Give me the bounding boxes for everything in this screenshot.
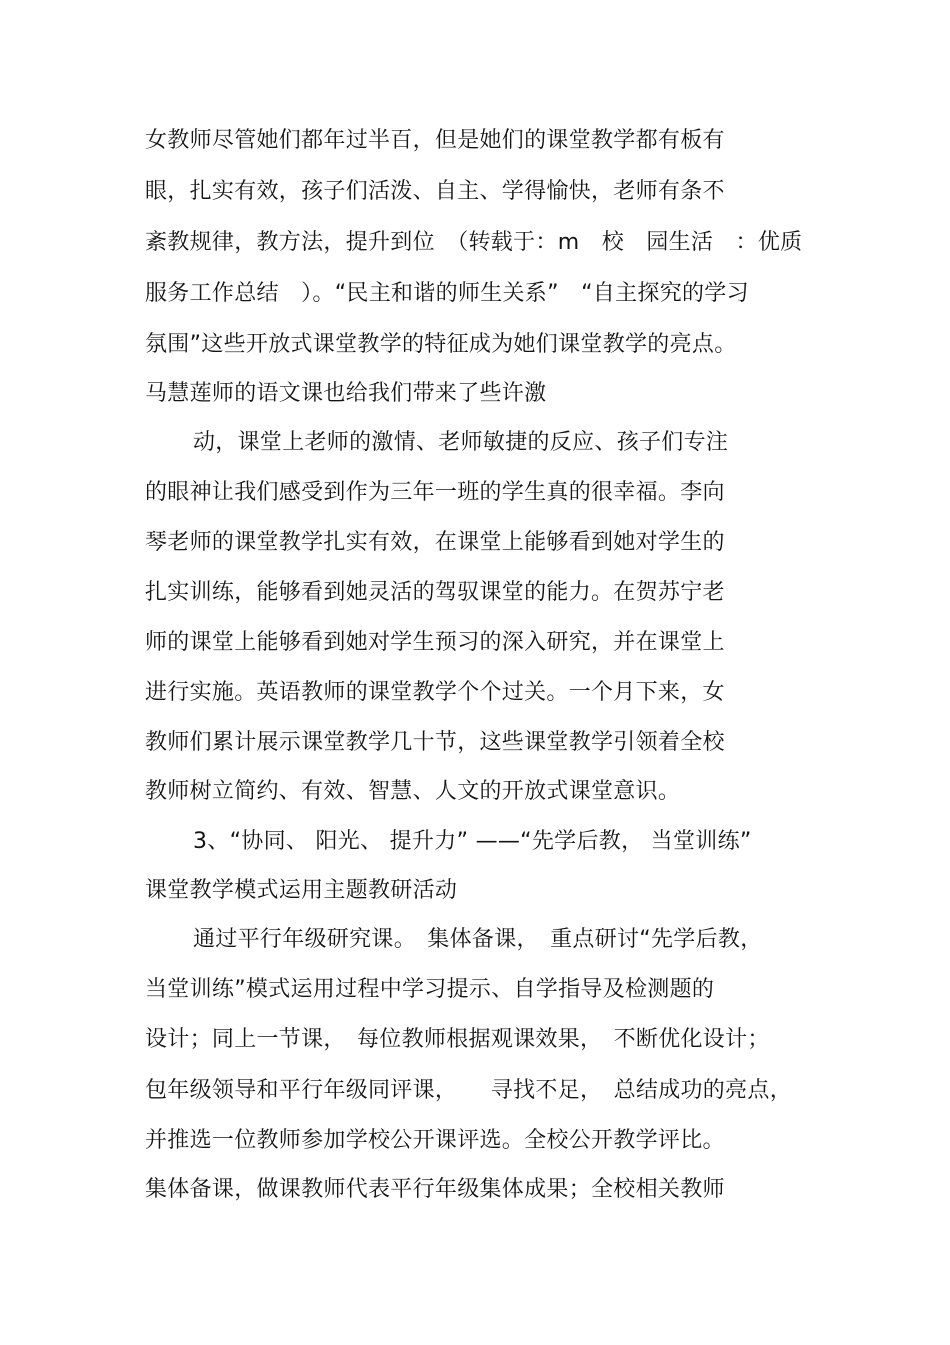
text-line: 女教师尽管她们都年过半百，但是她们的课堂教学都有板有: [145, 128, 725, 153]
text-line: 动，课堂上老师的激情、老师敏捷的反应、孩子们专注: [193, 430, 729, 455]
section-heading-continued: 课堂教学模式运用主题教研活动: [145, 878, 458, 903]
text-line: 教师们累计展示课堂教学几十节，这些课堂教学引领着全校: [145, 730, 725, 755]
text-line: 当堂训练”模式运用过程中学习提示、自学指导及检测题的: [145, 977, 715, 1002]
text-line: 紊教规律，教方法，提升到位 （转载于：m 校 园生活 ：优质: [145, 230, 803, 255]
text-line: 氛围”这些开放式课堂教学的特征成为她们课堂教学的亮点。: [145, 332, 737, 357]
section-heading: 3、“协同、 阳光、 提升力” ——“先学后教， 当堂训练”: [193, 829, 752, 854]
text-line: 眼，扎实有效，孩子们活泼、自主、学得愉快，老师有条不: [145, 179, 725, 204]
text-line: 教师树立简约、有效、智慧、人文的开放式课堂意识。: [145, 779, 681, 804]
text-line: 设计；同上一节课， 每位教师根据观课效果， 不断优化设计；: [145, 1027, 770, 1052]
text-line: 琴老师的课堂教学扎实有效，在课堂上能够看到她对学生的: [145, 530, 725, 555]
text-line: 集体备课，做课教师代表平行年级集体成果；全校相关教师: [145, 1177, 725, 1202]
text-line: 的眼神让我们感受到作为三年一班的学生真的很幸福。李向: [145, 480, 725, 505]
text-line: 并推选一位教师参加学校公开课评选。全校公开教学评比。: [145, 1128, 725, 1153]
text-line: 马慧莲师的语文课也给我们带来了些许激: [145, 381, 547, 406]
text-line: 进行实施。英语教师的课堂教学个个过关。一个月下来，女: [145, 680, 725, 705]
text-line: 师的课堂上能够看到她对学生预习的深入研究，并在课堂上: [145, 630, 725, 655]
text-line: 通过平行年级研究课。 集体备课， 重点研讨“先学后教，: [193, 927, 763, 952]
text-line: 服务工作总结 ）。“民主和谐的师生关系” “自主探究的学习: [145, 281, 749, 306]
text-line: 包年级领导和平行年级同评课， 寻找不足， 总结成功的亮点，: [145, 1078, 793, 1103]
text-line: 扎实训练，能够看到她灵活的驾驭课堂的能力。在贺苏宁老: [145, 580, 725, 605]
